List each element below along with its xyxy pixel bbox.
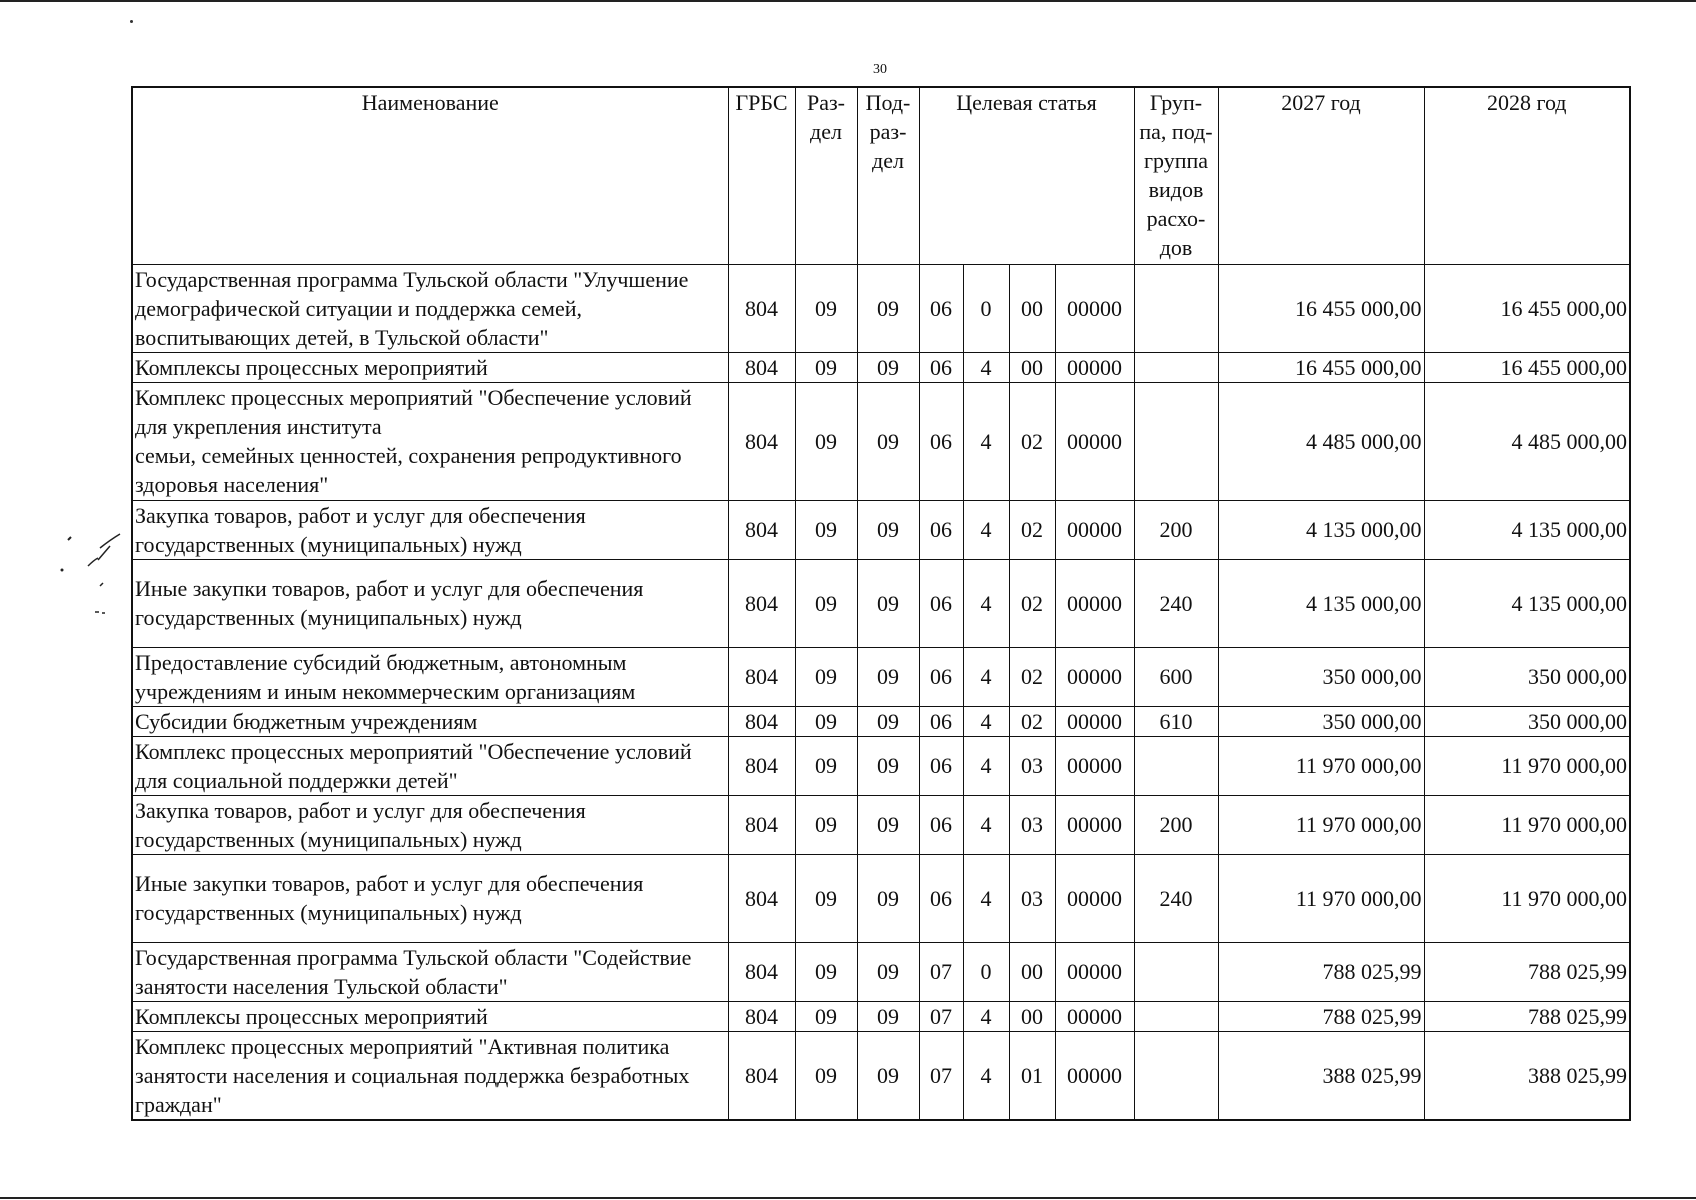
row-target-subprogram: 03 — [1009, 854, 1055, 942]
row-podrazdel: 09 — [857, 500, 919, 559]
row-amount-2027: 4 135 000,00 — [1218, 500, 1424, 559]
row-target-subprogram: 02 — [1009, 559, 1055, 647]
row-amount-2028: 788 025,99 — [1424, 1001, 1630, 1031]
row-target-type: 4 — [963, 795, 1009, 854]
row-expense-group — [1134, 942, 1218, 1001]
row-target-type: 4 — [963, 500, 1009, 559]
row-podrazdel: 09 — [857, 352, 919, 382]
table-row — [132, 942, 1630, 1001]
table-row — [132, 647, 1630, 706]
row-amount-2027: 4 135 000,00 — [1218, 559, 1424, 647]
row-grbs: 804 — [728, 647, 795, 706]
row-amount-2028: 11 970 000,00 — [1424, 854, 1630, 942]
row-target-type: 4 — [963, 706, 1009, 736]
row-expense-group: 610 — [1134, 706, 1218, 736]
row-amount-2028: 350 000,00 — [1424, 647, 1630, 706]
row-grbs: 804 — [728, 1001, 795, 1031]
row-amount-2028: 4 485 000,00 — [1424, 382, 1630, 500]
row-podrazdel: 09 — [857, 942, 919, 1001]
row-amount-2028: 350 000,00 — [1424, 706, 1630, 736]
row-amount-2028: 16 455 000,00 — [1424, 352, 1630, 382]
row-target-type: 4 — [963, 736, 1009, 795]
row-name: Комплексы процессных мероприятий — [132, 352, 728, 382]
row-expense-group: 200 — [1134, 795, 1218, 854]
row-grbs: 804 — [728, 559, 795, 647]
row-target-subprogram: 00 — [1009, 264, 1055, 352]
row-amount-2028: 4 135 000,00 — [1424, 559, 1630, 647]
row-grbs: 804 — [728, 500, 795, 559]
table-row — [132, 854, 1630, 942]
table-row — [132, 706, 1630, 736]
row-name: Комплекс процессных мероприятий "Обеспечение условий для социальной поддержки детей" — [132, 736, 728, 795]
row-target-program: 06 — [919, 647, 963, 706]
row-amount-2027: 16 455 000,00 — [1218, 352, 1424, 382]
row-target-direction: 00000 — [1055, 1031, 1134, 1120]
row-target-type: 0 — [963, 942, 1009, 1001]
row-target-type: 4 — [963, 559, 1009, 647]
row-name: Комплексы процессных мероприятий — [132, 1001, 728, 1031]
row-target-program: 07 — [919, 1001, 963, 1031]
row-target-program: 06 — [919, 736, 963, 795]
row-amount-2028: 11 970 000,00 — [1424, 795, 1630, 854]
row-amount-2028: 16 455 000,00 — [1424, 264, 1630, 352]
table-row — [132, 500, 1630, 559]
row-razdel: 09 — [795, 647, 857, 706]
row-podrazdel: 09 — [857, 706, 919, 736]
table-row — [132, 1001, 1630, 1031]
row-name: Государственная программа Тульской области "Улучшение демографической ситуации и поддержка семей, воспитывающих детей, в Тульской области" — [132, 264, 728, 352]
row-name: Государственная программа Тульской области "Содействие занятости населения Тульской области" — [132, 942, 728, 1001]
row-razdel: 09 — [795, 352, 857, 382]
table-body — [132, 264, 1630, 1120]
row-amount-2027: 11 970 000,00 — [1218, 736, 1424, 795]
row-target-subprogram: 02 — [1009, 647, 1055, 706]
row-target-type: 4 — [963, 382, 1009, 500]
page-number: 30 — [873, 62, 887, 77]
row-target-direction: 00000 — [1055, 736, 1134, 795]
row-podrazdel: 09 — [857, 264, 919, 352]
row-expense-group: 240 — [1134, 559, 1218, 647]
row-target-program: 06 — [919, 706, 963, 736]
row-name: Субсидии бюджетным учреждениям — [132, 706, 728, 736]
row-amount-2027: 11 970 000,00 — [1218, 854, 1424, 942]
row-razdel: 09 — [795, 559, 857, 647]
row-grbs: 804 — [728, 264, 795, 352]
row-amount-2027: 350 000,00 — [1218, 706, 1424, 736]
table-row — [132, 795, 1630, 854]
table-row — [132, 382, 1630, 500]
row-target-program: 07 — [919, 1031, 963, 1120]
row-expense-group — [1134, 1031, 1218, 1120]
row-grbs: 804 — [728, 854, 795, 942]
row-grbs: 804 — [728, 1031, 795, 1120]
row-target-direction: 00000 — [1055, 854, 1134, 942]
row-target-subprogram: 01 — [1009, 1031, 1055, 1120]
row-expense-group: 600 — [1134, 647, 1218, 706]
row-expense-group: 240 — [1134, 854, 1218, 942]
row-amount-2027: 788 025,99 — [1218, 942, 1424, 1001]
row-target-subprogram: 03 — [1009, 795, 1055, 854]
row-razdel: 09 — [795, 736, 857, 795]
row-grbs: 804 — [728, 942, 795, 1001]
table-row — [132, 1031, 1630, 1120]
row-amount-2027: 350 000,00 — [1218, 647, 1424, 706]
row-target-direction: 00000 — [1055, 559, 1134, 647]
row-amount-2028: 4 135 000,00 — [1424, 500, 1630, 559]
row-podrazdel: 09 — [857, 382, 919, 500]
row-podrazdel: 09 — [857, 795, 919, 854]
row-target-program: 06 — [919, 264, 963, 352]
row-amount-2027: 788 025,99 — [1218, 1001, 1424, 1031]
row-target-program: 06 — [919, 559, 963, 647]
row-target-subprogram: 02 — [1009, 500, 1055, 559]
row-target-program: 06 — [919, 382, 963, 500]
row-target-subprogram: 00 — [1009, 942, 1055, 1001]
row-expense-group — [1134, 352, 1218, 382]
row-target-type: 4 — [963, 1001, 1009, 1031]
row-name: Иные закупки товаров, работ и услуг для обеспечения государственных (муниципальных) нужд — [132, 854, 728, 942]
row-target-subprogram: 02 — [1009, 382, 1055, 500]
row-podrazdel: 09 — [857, 559, 919, 647]
header-podrazdel: Под- раз- дел — [857, 87, 919, 264]
row-target-subprogram: 00 — [1009, 1001, 1055, 1031]
budget-table — [131, 86, 1631, 1121]
row-razdel: 09 — [795, 500, 857, 559]
row-name: Закупка товаров, работ и услуг для обеспечения государственных (муниципальных) нужд — [132, 500, 728, 559]
row-grbs: 804 — [728, 706, 795, 736]
header-expense-group: Груп- па, под- группа видов расхо- дов — [1134, 87, 1218, 264]
row-amount-2027: 4 485 000,00 — [1218, 382, 1424, 500]
row-podrazdel: 09 — [857, 1001, 919, 1031]
row-amount-2027: 16 455 000,00 — [1218, 264, 1424, 352]
row-expense-group — [1134, 736, 1218, 795]
row-amount-2028: 11 970 000,00 — [1424, 736, 1630, 795]
row-amount-2028: 388 025,99 — [1424, 1031, 1630, 1120]
row-name: Комплекс процессных мероприятий "Активная политика занятости населения и социальная поддержка безработных граждан" — [132, 1031, 728, 1120]
table-row — [132, 352, 1630, 382]
row-razdel: 09 — [795, 854, 857, 942]
row-target-program: 06 — [919, 854, 963, 942]
row-target-program: 06 — [919, 500, 963, 559]
row-target-program: 06 — [919, 795, 963, 854]
row-razdel: 09 — [795, 382, 857, 500]
header-year-2028: 2028 год — [1424, 87, 1630, 264]
row-grbs: 804 — [728, 382, 795, 500]
row-amount-2028: 788 025,99 — [1424, 942, 1630, 1001]
row-expense-group: 200 — [1134, 500, 1218, 559]
row-target-direction: 00000 — [1055, 1001, 1134, 1031]
row-target-type: 4 — [963, 647, 1009, 706]
row-razdel: 09 — [795, 706, 857, 736]
header-name: Наименование — [132, 87, 728, 264]
table-row — [132, 736, 1630, 795]
page-bottom-border — [0, 1197, 1696, 1199]
row-target-program: 06 — [919, 352, 963, 382]
scan-speck — [130, 20, 133, 23]
row-razdel: 09 — [795, 1031, 857, 1120]
row-target-subprogram: 03 — [1009, 736, 1055, 795]
row-expense-group — [1134, 1001, 1218, 1031]
row-podrazdel: 09 — [857, 647, 919, 706]
row-target-program: 07 — [919, 942, 963, 1001]
handwritten-marks — [60, 520, 130, 630]
row-razdel: 09 — [795, 942, 857, 1001]
row-target-direction: 00000 — [1055, 382, 1134, 500]
row-target-direction: 00000 — [1055, 706, 1134, 736]
row-target-direction: 00000 — [1055, 352, 1134, 382]
table-row — [132, 559, 1630, 647]
row-podrazdel: 09 — [857, 854, 919, 942]
row-target-type: 4 — [963, 352, 1009, 382]
row-podrazdel: 09 — [857, 1031, 919, 1120]
row-expense-group — [1134, 382, 1218, 500]
header-grbs: ГРБС — [728, 87, 795, 264]
header-razdel: Раз- дел — [795, 87, 857, 264]
row-razdel: 09 — [795, 1001, 857, 1031]
row-expense-group — [1134, 264, 1218, 352]
row-target-direction: 00000 — [1055, 647, 1134, 706]
row-target-direction: 00000 — [1055, 264, 1134, 352]
row-amount-2027: 388 025,99 — [1218, 1031, 1424, 1120]
table-row — [132, 264, 1630, 352]
row-grbs: 804 — [728, 795, 795, 854]
row-target-subprogram: 00 — [1009, 352, 1055, 382]
row-podrazdel: 09 — [857, 736, 919, 795]
header-row — [132, 87, 1630, 264]
row-name: Закупка товаров, работ и услуг для обеспечения государственных (муниципальных) нужд — [132, 795, 728, 854]
header-target-article: Целевая статья — [919, 87, 1134, 264]
row-amount-2027: 11 970 000,00 — [1218, 795, 1424, 854]
row-razdel: 09 — [795, 264, 857, 352]
row-target-subprogram: 02 — [1009, 706, 1055, 736]
row-grbs: 804 — [728, 736, 795, 795]
row-target-direction: 00000 — [1055, 500, 1134, 559]
row-grbs: 804 — [728, 352, 795, 382]
row-target-type: 4 — [963, 1031, 1009, 1120]
row-name: Комплекс процессных мероприятий "Обеспечение условий для укрепления института семьи, семейных ценностей, сохранения репродуктивного здоровья населения" — [132, 382, 728, 500]
row-name: Предоставление субсидий бюджетным, автономным учреждениям и иным некоммерческим организациям — [132, 647, 728, 706]
row-razdel: 09 — [795, 795, 857, 854]
page-top-border — [0, 0, 1696, 2]
row-target-direction: 00000 — [1055, 795, 1134, 854]
row-target-type: 4 — [963, 854, 1009, 942]
header-year-2027: 2027 год — [1218, 87, 1424, 264]
row-target-type: 0 — [963, 264, 1009, 352]
row-name: Иные закупки товаров, работ и услуг для обеспечения государственных (муниципальных) нужд — [132, 559, 728, 647]
row-target-direction: 00000 — [1055, 942, 1134, 1001]
